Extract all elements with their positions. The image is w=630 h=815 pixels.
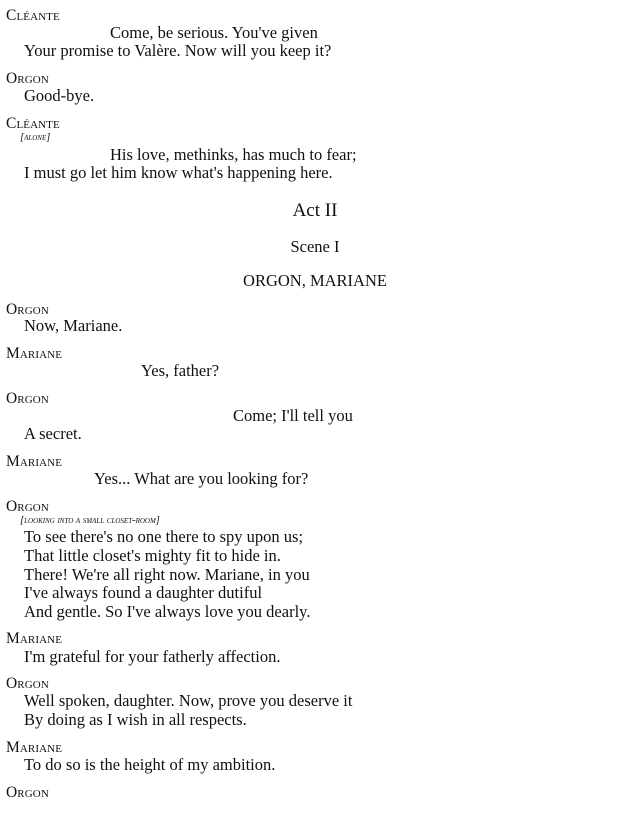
dialogue-line: Come; I'll tell you <box>233 406 353 425</box>
dialogue-line: Come, be serious. You've given <box>110 23 318 42</box>
speaker-name: Orgon <box>6 784 49 801</box>
dialogue-line: There! We're all right now. Mariane, in you <box>24 565 310 584</box>
speaker-name: Orgon <box>6 390 49 407</box>
speaker-name: Mariane <box>6 345 63 362</box>
scene-characters: ORGON, MARIANE <box>243 271 387 290</box>
speaker-name: Cléante <box>6 115 60 132</box>
speaker-name: Mariane <box>6 630 63 647</box>
speaker-name: Mariane <box>6 453 63 470</box>
dialogue-line: Now, Mariane. <box>24 316 123 335</box>
speaker-name: Orgon <box>6 498 49 515</box>
act-heading: Act II <box>292 200 338 221</box>
stage-direction: [alone] <box>20 132 51 143</box>
speaker-name: Mariane <box>6 739 63 756</box>
dialogue-line: A secret. <box>24 424 82 443</box>
dialogue-line: Your promise to Valère. Now will you keep it? <box>24 41 332 60</box>
speaker-name: Cléante <box>6 7 60 24</box>
dialogue-line: I'm grateful for your fatherly affection. <box>24 647 281 666</box>
speaker-name: Orgon <box>6 70 49 87</box>
stage-direction: [looking into a small closet-room] <box>20 515 160 526</box>
dialogue-line: I've always found a daughter dutiful <box>24 583 263 602</box>
dialogue-line: Well spoken, daughter. Now, prove you deserve it <box>24 691 353 710</box>
dialogue-line: By doing as I wish in all respects. <box>24 710 247 729</box>
dialogue-line: I must go let him know what's happening here. <box>24 163 333 182</box>
dialogue-line: That little closet's mighty fit to hide in. <box>24 546 281 565</box>
dialogue-line: And gentle. So I've always love you dearly. <box>24 602 311 621</box>
dialogue-line: His love, methinks, has much to fear; <box>110 145 357 164</box>
speaker-name: Orgon <box>6 301 49 318</box>
speaker-name: Orgon <box>6 675 49 692</box>
scene-heading: Scene I <box>290 237 340 256</box>
dialogue-line: To do so is the height of my ambition. <box>24 755 276 774</box>
dialogue-line: Good-bye. <box>24 86 95 105</box>
dialogue-line: To see there's no one there to spy upon us; <box>24 527 304 546</box>
dialogue-line: Yes... What are you looking for? <box>94 469 309 488</box>
dialogue-line: Yes, father? <box>141 361 220 380</box>
